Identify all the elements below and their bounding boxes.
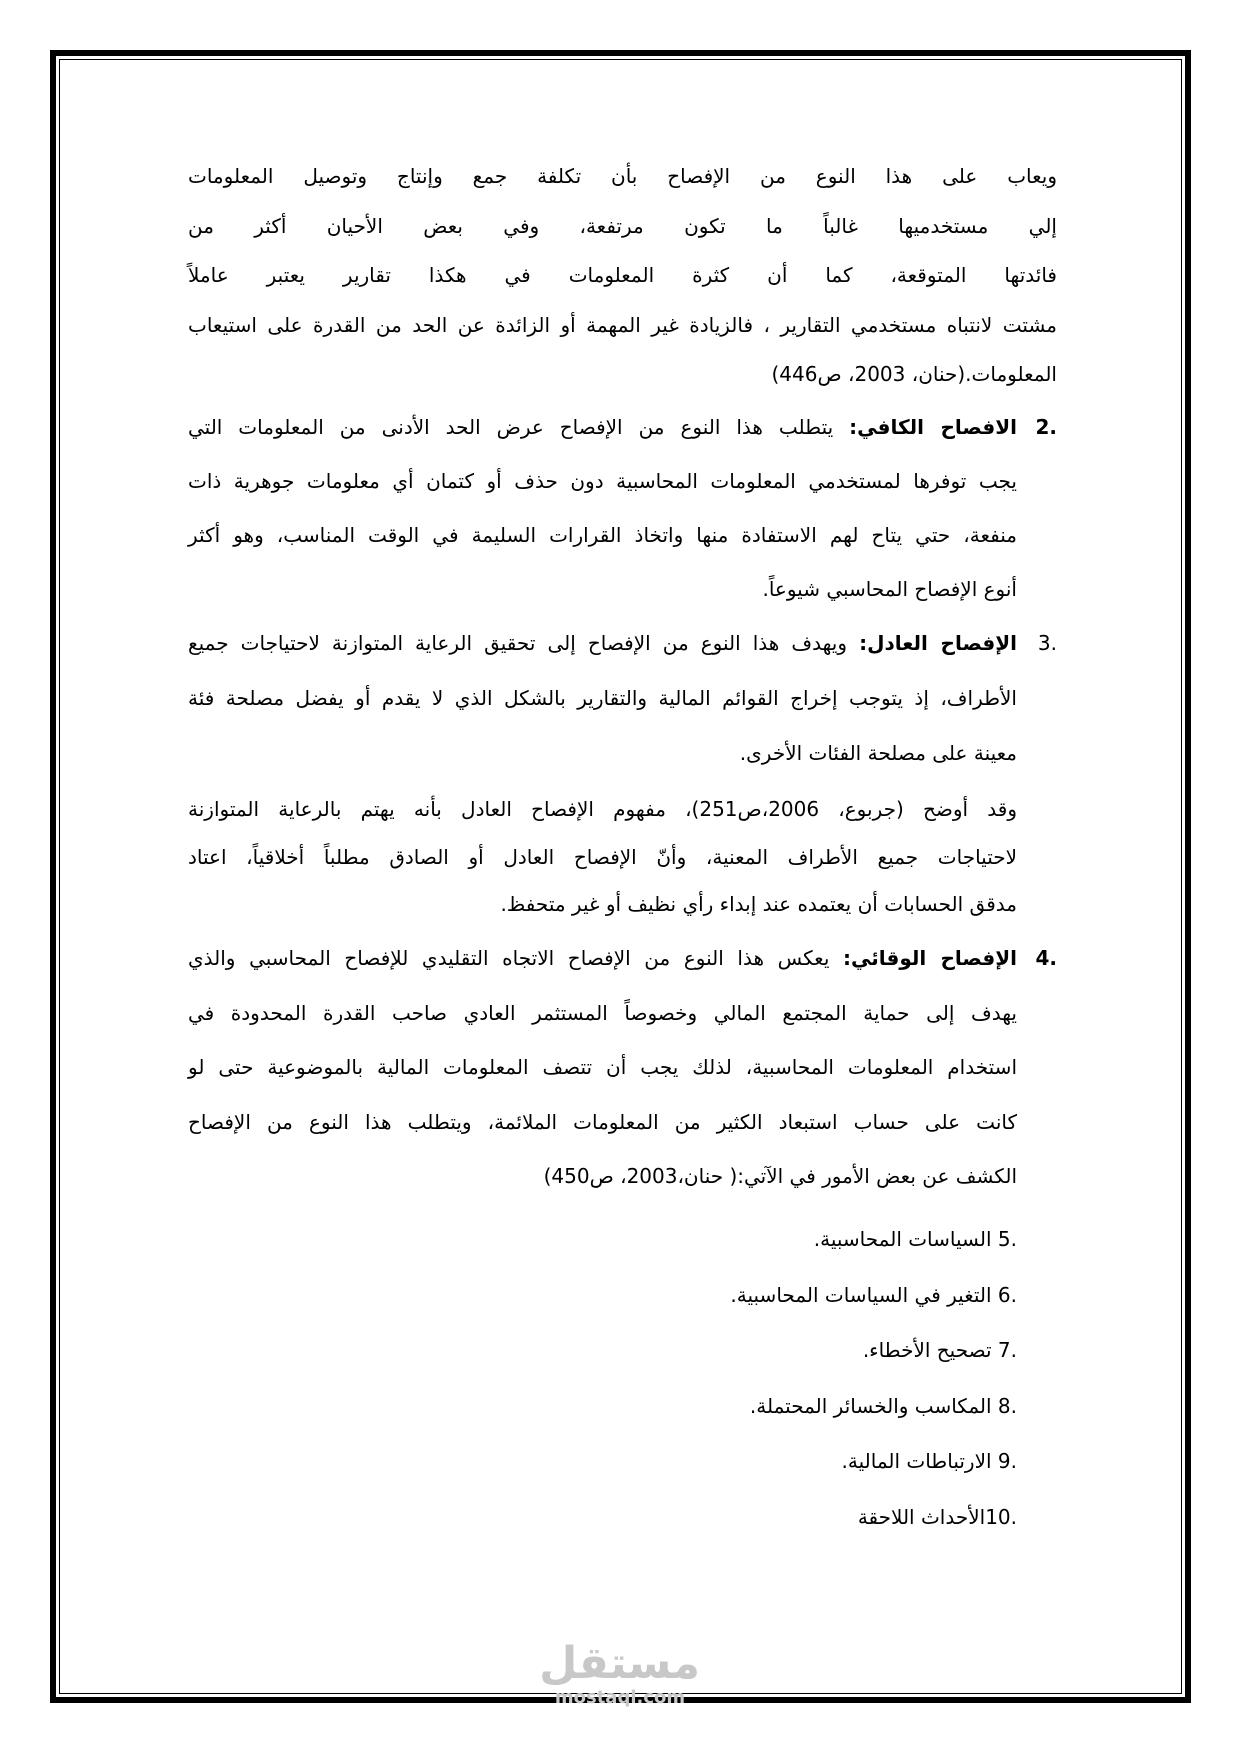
text-line [188,1149,1017,1204]
list-number: 3. [1037,631,1057,655]
line-text: وقد أوضح (جربوع، 2006،ص251)، مفهوم الإفصاح العادل بأنه يهتم بالرعاية المتوازنة [188,797,1017,821]
item-title: الإفصاح العادل: [859,631,1017,655]
line-text: استخدام المعلومات المحاسبية، لذلك يجب أن تتصف المعلومات المالية بالموضوعية حتى لو [188,1055,1017,1079]
item-title: الإفصاح الوقائي: [843,946,1017,970]
list-item [730,1212,1017,1268]
line-text: يهدف إلى حماية المجتمع المالي وخصوصاً المستثمر العادي صاحب القدرة المحدودة في [188,1000,1017,1025]
text-line [188,202,1057,252]
list-item-text: تصحيح الأخطاء. [862,1338,992,1362]
line-text: لاحتياجات جميع الأطراف المعنية، وأنّ الإفصاح العادل أو الصادق مطلباً أخلاقياً، اعتاد [188,844,1017,869]
list-item [730,1490,1017,1546]
text-line [188,834,1017,882]
list-item-text: الارتباطات المالية. [841,1449,992,1473]
line-text: يعكس هذا النوع من الإفصاح الاتجاه التقليدي للإفصاح المحاسبي والذي [188,946,830,970]
item-4-block [188,931,1057,1204]
text-line [188,671,1017,726]
list-item [730,1379,1017,1435]
watermark-arabic: مستقل [539,1638,700,1689]
text-line [188,350,1057,400]
paragraph-2-block [188,786,1017,929]
text-line [188,152,1057,202]
text-line [188,726,1017,781]
line-text: إلي مستخدميها غالباً ما تكون مرتفعة، وفي بعض الأحيان أكثر من [188,213,1057,238]
text-line [188,616,1017,671]
item-2-block [188,400,1057,616]
text-line [188,931,1017,986]
text-line [188,1040,1017,1095]
line-text: يتطلب هذا النوع من الإفصاح عرض الحد الأدنى من المعلومات التي [188,415,834,439]
paragraph-1-block [188,152,1057,400]
watermark-latin: mostaql.com [554,1687,686,1708]
list-number: 6. [997,1282,1017,1307]
list-number: 7. [997,1338,1017,1362]
list-number: 4. [1035,946,1057,970]
list-number: 2. [1035,415,1057,439]
list-number: 10. [985,1504,1017,1529]
list-item-text: التغير في السياسات المحاسبية. [730,1282,992,1307]
line-text: أنوع الإفصاح المحاسبي شيوعاً. [762,577,1017,601]
text-line [188,301,1057,351]
line-text: فائدتها المتوقعة، كما أن كثرة المعلومات في هكذا تقارير يعتبر عاملاً [188,263,1057,287]
text-line [188,562,1017,616]
watermark-logo [540,1640,700,1708]
line-text: منفعة، حتي يتاح لهم الاستفادة منها واتخاذ القرارات السليمة في الوقت المناسب، وهو أكثر [188,523,1017,547]
list-item [730,1434,1017,1490]
text-line [188,454,1017,508]
line-text: مدقق الحسابات أن يعتمده عند إبداء رأي نظيف أو غير متحفظ. [500,892,1017,916]
list-item-text: المكاسب والخسائر المحتملة. [749,1393,992,1418]
text-line [188,508,1017,562]
line-text: كانت على حساب استبعاد الكثير من المعلومات الملائمة، ويتطلب هذا النوع من الإفصاح [188,1109,1017,1134]
list-number: 8. [997,1393,1017,1418]
line-text: مشتت لانتباه مستخدمي التقارير ، فالزيادة غير المهمة أو الزائدة عن الحد من القدرة على استيعاب [188,312,1057,337]
item-3-block [188,616,1057,781]
list-item [730,1268,1017,1324]
list-item-text: السياسات المحاسبية. [813,1227,992,1251]
line-text: الأطراف، إذ يتوجب إخراج القوائم المالية والتقارير بالشكل الذي لا يقدم أو يفضل مصلحة فئة [188,686,1017,710]
line-text: يجب توفرها لمستخدمي المعلومات المحاسبية دون حذف أو كتمان أي معلومات جوهرية ذات [188,469,1017,493]
line-text: ويعاب على هذا النوع من الإفصاح بأن تكلفة جمع وإنتاج وتوصيل المعلومات [188,164,1057,188]
text-line [188,986,1017,1041]
line-text: الكشف عن بعض الأمور في الآتي:( حنان،2003، ص450) [543,1164,1017,1188]
item-title: الافصاح الكافي: [849,415,1017,439]
list-item-text: الأحداث اللاحقة [857,1504,986,1529]
list-item [730,1323,1017,1379]
text-line [188,251,1057,301]
text-line [188,881,1017,929]
line-text: ويهدف هذا النوع من الإفصاح إلى تحقيق الرعاية المتوازنة لاحتياجات جميع [188,631,848,655]
text-line [188,1095,1017,1150]
line-text: معينة على مصلحة الفئات الأخرى. [739,741,1017,765]
text-line [188,400,1017,454]
line-text: المعلومات.(حنان، 2003، ص446) [771,362,1057,386]
list-number: 9. [997,1449,1017,1473]
list-number: 5. [997,1227,1017,1251]
numbered-list [730,1212,1017,1545]
text-line [188,786,1017,834]
